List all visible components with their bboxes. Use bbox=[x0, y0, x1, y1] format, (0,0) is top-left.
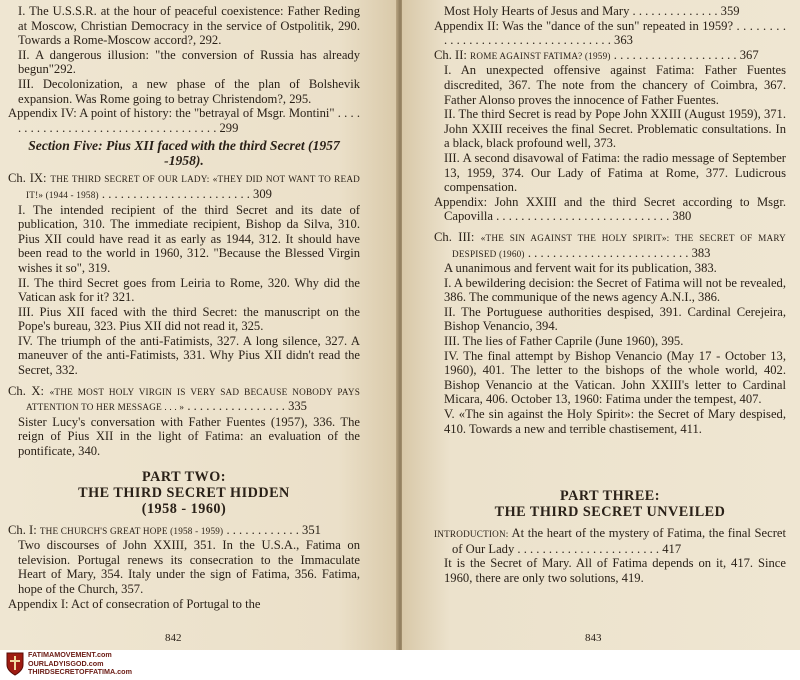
chapter-page: . . . . . . . . . . . . . . . . . . . . 367 bbox=[613, 47, 759, 62]
toc-entry: II. The Portuguese authorities despised, 391. Cardinal Cerejeira, Bishop Venancio, 394. bbox=[444, 304, 786, 334]
chapter-label: Ch. III: bbox=[434, 229, 475, 244]
section-title: Section Five: Pius XII faced with the third Secret (1957 -1958). bbox=[28, 138, 340, 169]
toc-entry: II. A dangerous illusion: "the conversion of Russia has already begun"292. bbox=[18, 47, 360, 77]
part-years: (1958 - 1960) bbox=[141, 500, 227, 517]
chapter-label: Ch. IX: bbox=[8, 171, 47, 186]
toc-entry: I. An unexpected offensive against Fatima: Father Fuentes discredited, 367. The note from the chancery of Coimbra, 367. Father Alonso proves the innocence of Father Fuentes. bbox=[444, 63, 786, 107]
toc-entry: III. Pius XII faced with the third Secret: the manuscript on the Pope's bureau, 323. Pius XII did not read it, 325. bbox=[18, 304, 360, 334]
chapter-heading bbox=[434, 48, 786, 64]
page-number: 842 bbox=[165, 632, 182, 644]
page-number: 843 bbox=[585, 632, 602, 644]
toc-appendix: Appendix IV: A point of history: the "betrayal of Msgr. Montini" . . . . . . . . . . . . . . . . . . . . . . . . . . . . . . . . . . . . 299 bbox=[8, 106, 360, 135]
toc-entry: I. The intended recipient of the third Secret and its date of publication, 310. The immediate recipient, Bishop da Silva, 310. Pius XII could have read it as early as 1944, 312. It should have been read to the world in 1960, 312. "Because the Blessed Virgin wishes it so", 319. bbox=[18, 202, 360, 275]
watermark-footer bbox=[0, 650, 800, 680]
toc-entry: Most Holy Hearts of Jesus and Mary . . . . . . . . . . . . . . 359 bbox=[444, 4, 740, 18]
toc-entry: A unanimous and fervent wait for its publication, 383. bbox=[444, 261, 717, 276]
watermark-site: THIRDSECRETOFFATIMA.com bbox=[28, 667, 132, 677]
toc-appendix: Appendix: John XXIII and the third Secret according to Msgr. Capovilla . . . . . . . . . . . . . . . . . . . . . . . . . . . . 380 bbox=[434, 194, 786, 224]
watermark-sites bbox=[28, 651, 132, 677]
chapter-title: At the heart of the mystery of Fatima, the final Secret of Our Lady . . . . . . . . . . . . . . . . . . . . . . . 417 bbox=[452, 526, 786, 556]
toc-appendix: Appendix II: Was the "dance of the sun" repeated in 1959? . . . . . . . . . . . . . . . . . . . . . . . . . . . . . . . . . . . 363 bbox=[434, 18, 786, 48]
part-title: THE THIRD SECRET HIDDEN bbox=[78, 484, 290, 501]
chapter-label: Ch. I: bbox=[8, 522, 37, 537]
left-page bbox=[0, 0, 398, 650]
chapter-title: «THE MOST HOLY VIRGIN IS VERY SAD BECAUSE NOBODY PAYS ATTENTION TO HER MESSAGE . . . » bbox=[26, 386, 360, 413]
toc-entry: I. The U.S.S.R. at the hour of peaceful coexistence: Father Reding at Moscow, Christian Democracy in the service of Ostpolitik, 290. Towards a Rome-Moscow accord?, 292. bbox=[18, 4, 360, 48]
chapter-heading bbox=[434, 526, 786, 556]
toc-entry: V. «The sin against the Holy Spirit»: the Secret of Mary despised, 410. Towards a new and terrible chastisement, 411. bbox=[444, 407, 786, 436]
chapter-page: . . . . . . . . . . . . 351 bbox=[226, 522, 321, 537]
chapter-heading bbox=[8, 523, 360, 539]
right-page-content bbox=[434, 4, 786, 586]
part-title: THE THIRD SECRET UNVEILED bbox=[494, 504, 726, 521]
toc-entry: III. Decolonization, a new phase of the plan of Bolshevik expansion. Was Rome going to betray Christendom?, 295. bbox=[18, 76, 360, 106]
left-page-content bbox=[8, 4, 360, 611]
shield-logo-icon bbox=[6, 652, 24, 676]
chapter-page: . . . . . . . . . . . . . . . . . . . . . . . . . . 383 bbox=[527, 245, 711, 260]
chapter-title: «THE SIN AGAINST THE HOLY SPIRIT»: THE SECRET OF MARY DESPISED (1960) bbox=[452, 232, 786, 259]
spacer bbox=[8, 459, 360, 469]
right-page bbox=[402, 0, 800, 650]
part-label: PART THREE: bbox=[560, 488, 660, 505]
spacer bbox=[434, 436, 786, 488]
toc-entry: II. The third Secret is read by Pope John XXIII (August 1959), 371. John XXIII receives the final Secret. Problematic consultations. In a black, black profound well, 373. bbox=[444, 107, 786, 151]
chapter-title: THE THIRD SECRET OF OUR LADY: «THEY DID NOT WANT TO READ IT!» (1944 - 1958) bbox=[26, 174, 360, 200]
chapter-title: ROME AGAINST FATIMA? (1959) bbox=[470, 50, 611, 61]
toc-entry: Two discourses of John XXIII, 351. In the U.S.A., Fatima on television. Portugal renews its consecration to the Immaculate Heart of Mary, 354. Italy under the sign of Fatima, 356. Fatima, hope of the Church, 357. bbox=[18, 538, 360, 596]
toc-entry: II. The third Secret goes from Leiria to Rome, 320. Why did the Vatican ask for it? 321. bbox=[18, 275, 360, 305]
toc-entry: IV. The final attempt by Bishop Venancio (May 17 - October 13, 1960), 401. The letter to the bishops of the whole world, 402. Bishop Venancio at the Vatican. John XXIII's letter to Cardinal Micara, 406. October 13, 1960: Fatima under the tempest, 407. bbox=[444, 348, 786, 407]
chapter-heading bbox=[8, 171, 360, 202]
part-label: PART TWO: bbox=[141, 468, 226, 485]
toc-appendix: Appendix I: Act of consecration of Portugal to the bbox=[8, 596, 261, 611]
toc-entry: III. The lies of Father Caprile (June 1960), 395. bbox=[444, 334, 684, 349]
chapter-title: THE CHURCH'S GREAT HOPE (1958 - 1959) bbox=[39, 525, 224, 536]
chapter-label: INTRODUCTION: bbox=[434, 529, 509, 540]
toc-entry: I. A bewildering decision: the Secret of Fatima will not be revealed, 386. The communique of the news agency A.N.I., 386. bbox=[444, 275, 786, 305]
chapter-heading bbox=[434, 230, 786, 261]
chapter-label: Ch. X: bbox=[8, 383, 45, 398]
chapter-heading bbox=[8, 384, 360, 415]
toc-entry: It is the Secret of Mary. All of Fatima depends on it, 417. Since 1960, there are only two solutions, 419. bbox=[444, 556, 786, 585]
watermark-site: FATIMAMOVEMENT.com bbox=[28, 650, 112, 659]
chapter-page: . . . . . . . . . . . . . . . . . . . . . . . . 309 bbox=[101, 186, 272, 201]
chapter-label: Ch. II: bbox=[434, 47, 467, 62]
chapter-page: . . . . . . . . . . . . . . . . 335 bbox=[187, 399, 307, 414]
watermark-site: OURLADYISGOD.com bbox=[28, 658, 104, 668]
toc-entry: III. A second disavowal of Fatima: the radio message of September 13, 1959, 374. Our Lady of Fatima at Rome, 377. Ludicrous compensation. bbox=[444, 150, 786, 195]
toc-entry: IV. The triumph of the anti-Fatimists, 327. A long silence, 327. A maneuver of the anti-Fatimists, 331. Why Pius XII didn't read the Secret, 332. bbox=[18, 333, 360, 378]
toc-entry: Sister Lucy's conversation with Father Fuentes (1957), 336. The reign of Pius XII in the light of Fatima: an evaluation of the pontificate, 340. bbox=[18, 414, 360, 459]
